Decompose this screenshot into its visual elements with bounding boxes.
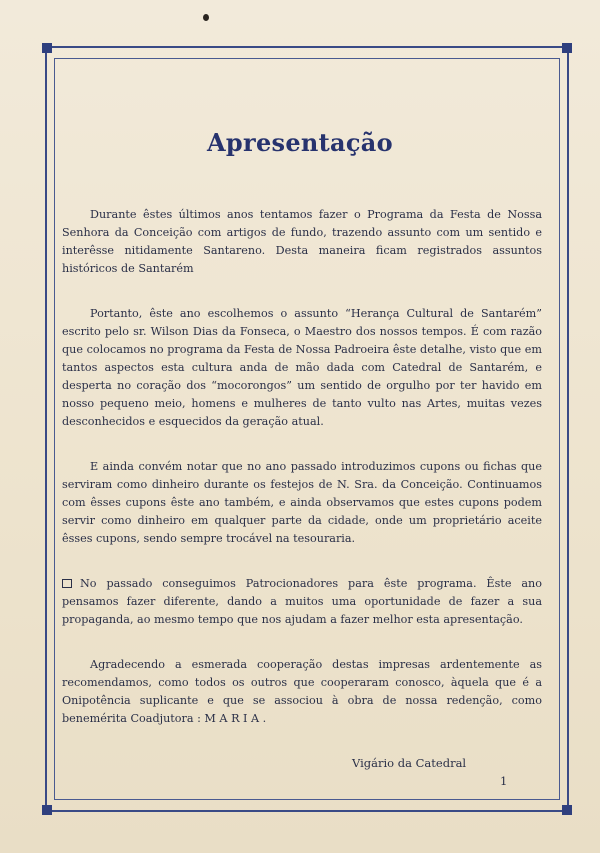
border-corner-top-right (562, 43, 572, 53)
paragraph-intro: Durante êstes últimos anos tentamos fazer o Programa da Festa de Nossa Senhora da Conceição com artigos de fundo, trazendo assunto com um sentido e interêsse nitidamente Santareno. Desta maneira ficam registrados assuntos históricos de Santarém (62, 208, 542, 275)
border-corner-bottom-left (42, 805, 52, 815)
paragraph-cultural-heritage: Portanto, êste ano escolhemos o assunto “Herança Cultural de Santarém” escrito pelo sr. Wilson Dias da Fonseca, o Maestro dos nossos tempos. É com razão que colocamos no programa da Festa de Nossa Padroeira êste detalhe, visto que em tantos aspectos esta cultura anda de mão dada com Catedral de Santarém, e desperta no coração dos “mocorongos” um sentido de orgulho por ter havido em nosso pequeno meio, homens e mulheres de tanto vulto nas Artes, muitas vezes desconhecidos e esquecidos da geração atual. (62, 307, 542, 428)
page-title: Apresentação (207, 128, 393, 157)
binding-hole (203, 14, 209, 21)
paragraph-sponsors-text: No passado conseguimos Patrocionadores para êste programa. Êste ano pensamos fazer diferente, dando a muitos uma oportunidade de fazer a sua propaganda, ao mesmo tempo que nos ajudam a fazer melhor esta apresentação. (62, 577, 542, 626)
page-number: 1 (500, 774, 508, 788)
signature: Vigário da Catedral (352, 756, 467, 770)
bullet-mark-icon (62, 579, 72, 588)
border-corner-bottom-right (562, 805, 572, 815)
paragraph-thanks: Agradecendo a esmerada cooperação destas impresas ardentemente as recomendamos, como todos os outros que cooperaram conosco, àquela que é a Onipotência suplicante e que se associou à obra de nossa redenção, como benemérita Coadjutora : M A R I A . (62, 658, 542, 725)
border-corner-top-left (42, 43, 52, 53)
paragraph-sponsors (62, 575, 542, 629)
document-body (62, 206, 542, 755)
paragraph-coupons: E ainda convém notar que no ano passado introduzimos cupons ou fichas que serviram como dinheiro durante os festejos de N. Sra. da Conceição. Continuamos com êsses cupons êste ano também, e ainda observamos que estes cupons podem servir como dinheiro em qualquer parte da cidade, onde um proprietário aceite êsses cupons, sendo sempre trocável na tesouraria. (62, 460, 542, 545)
